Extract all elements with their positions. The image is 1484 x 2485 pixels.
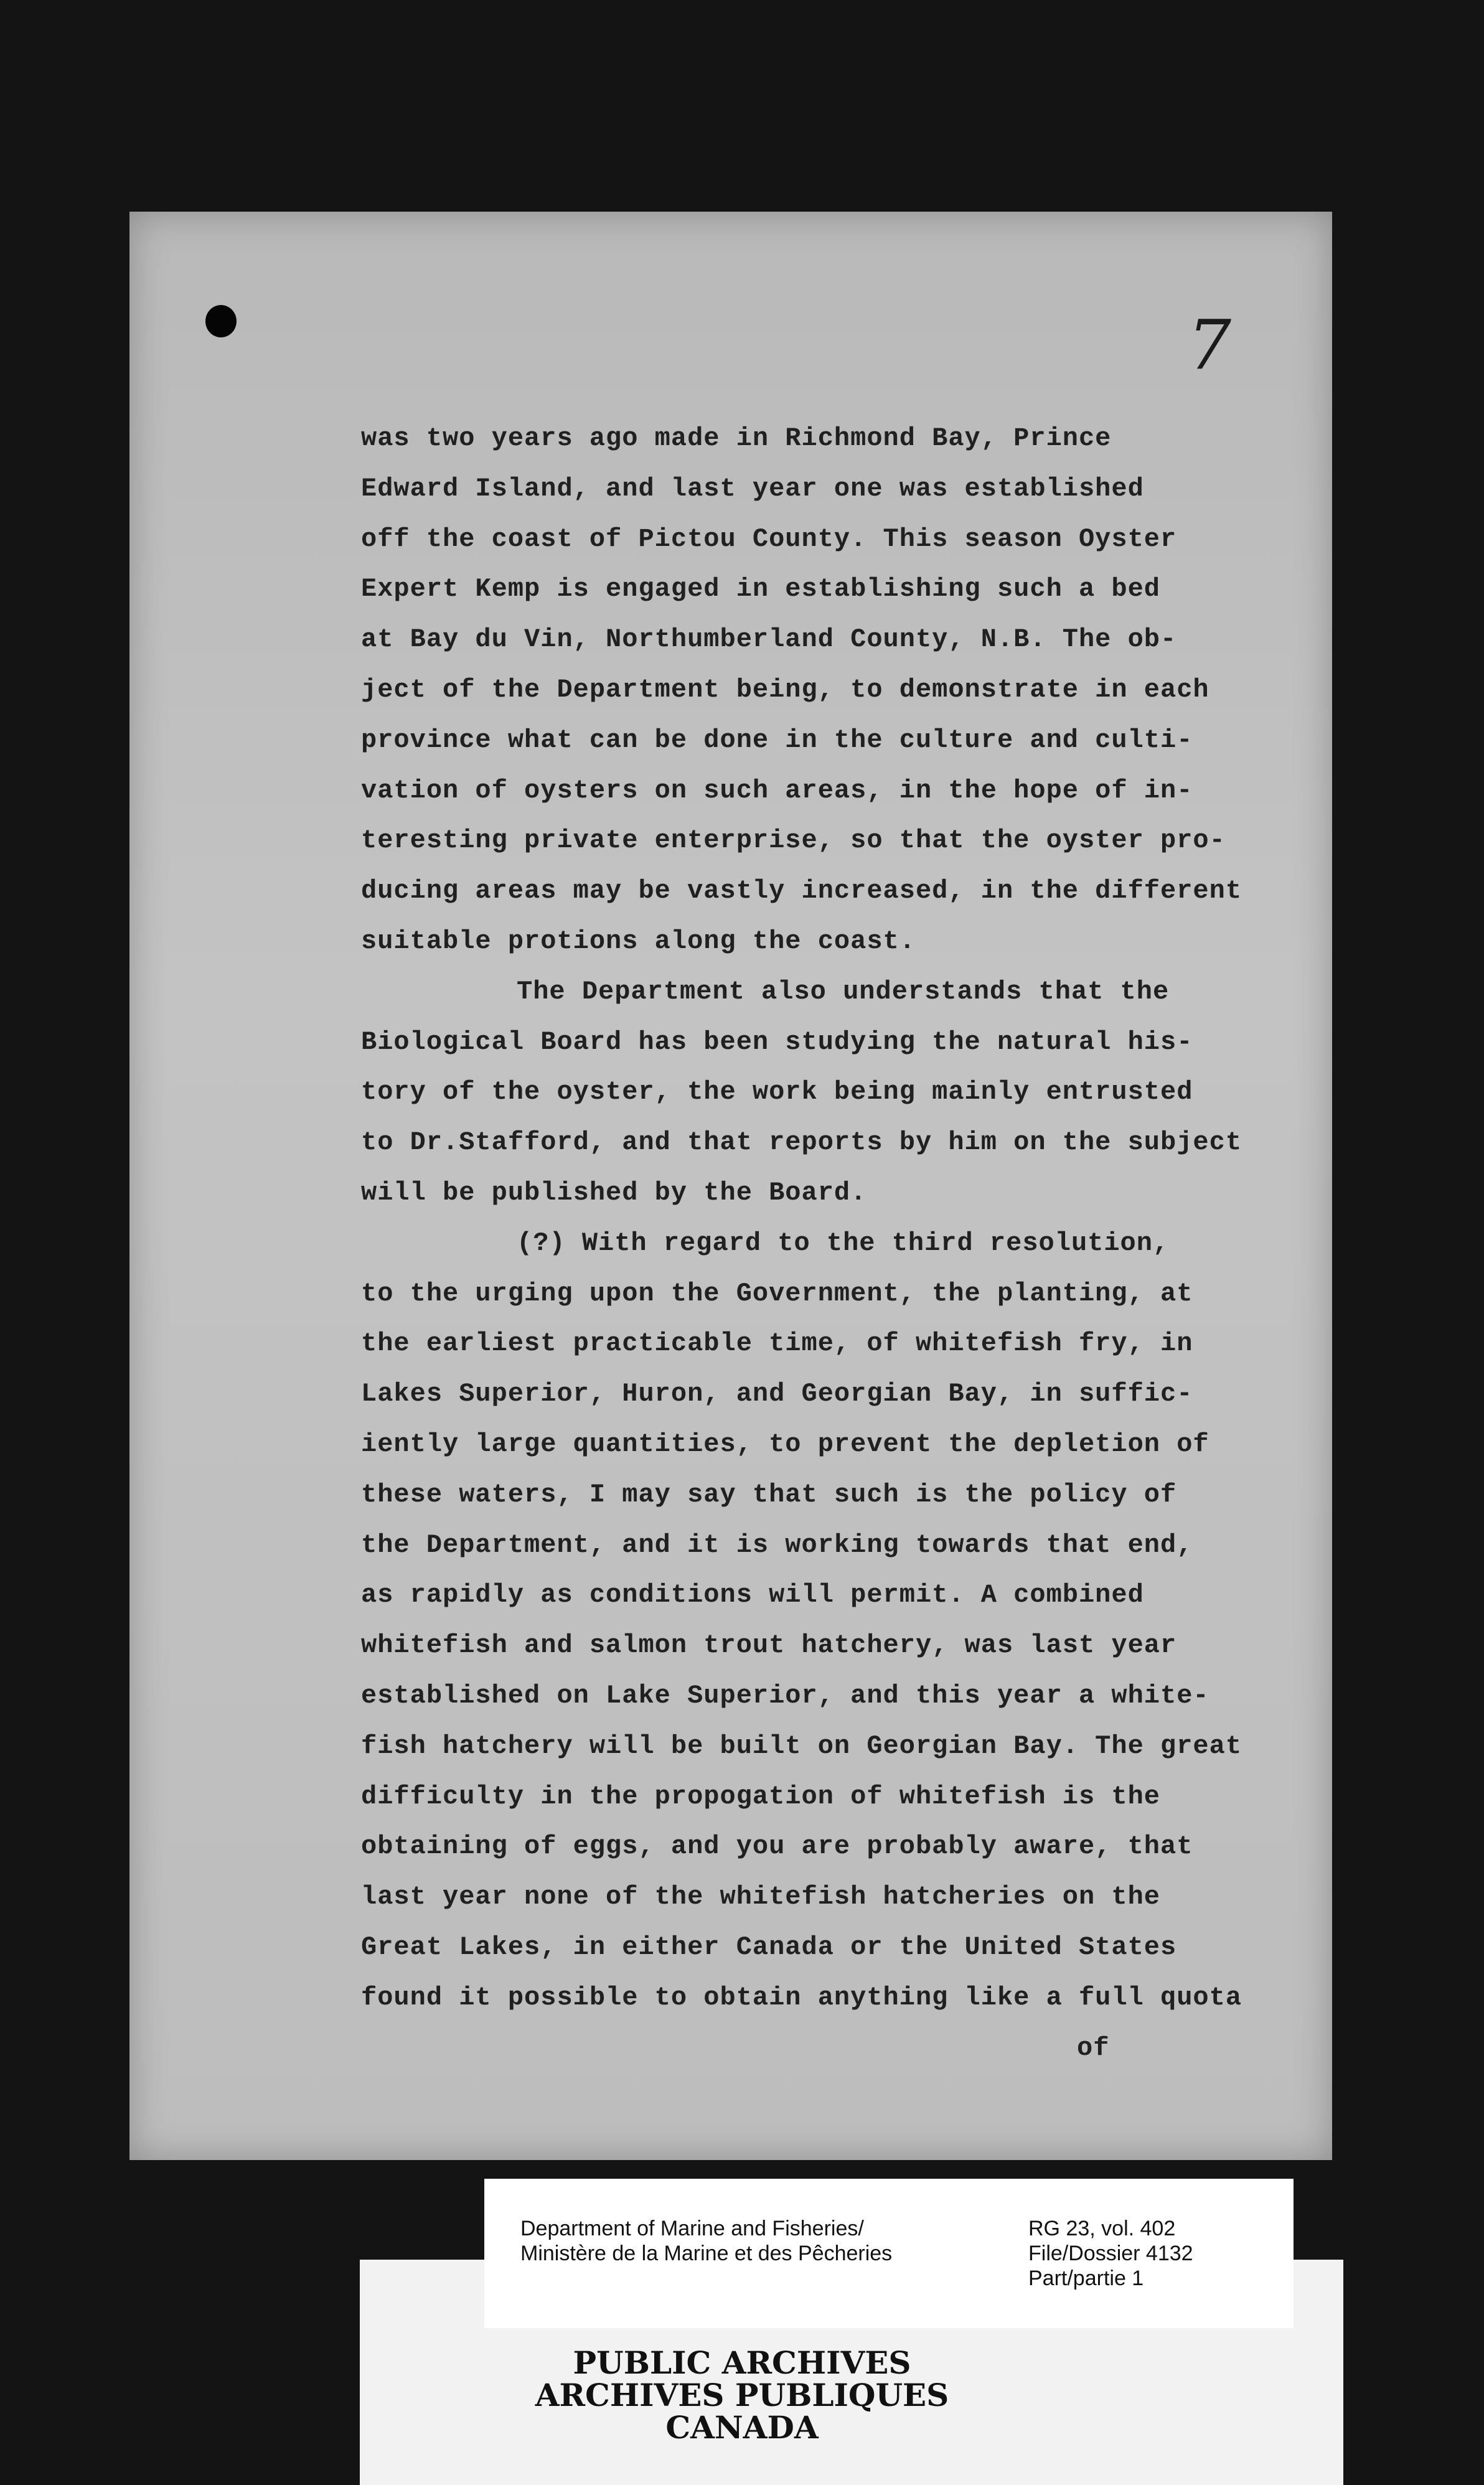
text-line-continuation: of [1077,2032,1110,2063]
caption-ref-file: File/Dossier 4132 [1028,2242,1193,2265]
text-line: Great Lakes, in either Canada or the United States [361,1932,1177,1962]
text-line: teresting private enterprise, so that the oyster pro- [361,825,1226,856]
text-line: Lakes Superior, Huron, and Georgian Bay, in suffic- [361,1379,1193,1409]
text-line: last year none of the whitefish hatcheries on the [361,1882,1161,1912]
text-line: vation of oysters on such areas, in the hope of in- [361,775,1193,806]
text-line: suitable protions along the coast. [361,926,916,956]
text-line: the Department, and it is working towards that end, [361,1529,1193,1560]
text-line: at Bay du Vin, Northumberland County, N.B. The ob- [361,624,1177,655]
caption-dept-en: Department of Marine and Fisheries/ [520,2217,864,2240]
text-line-indented: (?) With regard to the third resolution, [517,1228,1170,1258]
punch-hole [205,305,237,337]
text-line: off the coast of Pictou County. This season Oyster [361,524,1177,554]
text-line: whitefish and salmon trout hatchery, was last year [361,1630,1177,1661]
archives-line-2: ARCHIVES PUBLIQUES [535,2377,949,2413]
caption-dept-fr: Ministère de la Marine et des Pêcheries [520,2242,893,2265]
text-line: Biological Board has been studying the natural his- [361,1026,1193,1057]
caption-department [520,2216,892,2266]
text-line: to Dr.Stafford, and that reports by him on the subject [361,1127,1242,1158]
text-line: difficulty in the propogation of whitefish is the [361,1781,1161,1811]
text-line: was two years ago made in Richmond Bay, Prince [361,423,1112,453]
text-line: these waters, I may say that such is the policy of [361,1479,1177,1510]
caption-ref-part: Part/partie 1 [1028,2267,1144,2290]
text-line: to the urging upon the Government, the planting, at [361,1278,1193,1308]
text-line: ject of the Department being, to demonstrate in each [361,674,1209,705]
text-line: obtaining of eggs, and you are probably aware, that [361,1831,1193,1862]
text-line: iently large quantities, to prevent the depletion of [361,1429,1209,1459]
caption-ref-rg: RG 23, vol. 402 [1028,2217,1176,2240]
text-line: the earliest practicable time, of whitefish fry, in [361,1328,1193,1359]
text-line: Expert Kemp is engaged in establishing such a bed [361,574,1161,604]
text-line: tory of the oyster, the work being mainly entrusted [361,1077,1193,1107]
text-line: province what can be done in the culture and culti- [361,725,1193,755]
text-line-indented: The Department also understands that the [517,976,1170,1007]
text-line: Edward Island, and last year one was established [361,473,1144,504]
text-line: ducing areas may be vastly increased, in the different [361,876,1242,906]
archives-line-3: CANADA [665,2409,819,2446]
text-line: fish hatchery will be built on Georgian Bay. The great [361,1731,1242,1761]
archives-line-1: PUBLIC ARCHIVES [573,2344,911,2381]
page-number: 7 [1188,305,1231,385]
caption-reference [1028,2216,1193,2291]
typed-body-text [361,423,1332,2083]
text-line: found it possible to obtain anything like a full quota [361,1982,1242,2013]
text-line: as rapidly as conditions will permit. A combined [361,1580,1144,1610]
text-line: established on Lake Superior, and this year a white- [361,1680,1209,1711]
text-line: will be published by the Board. [361,1177,867,1208]
